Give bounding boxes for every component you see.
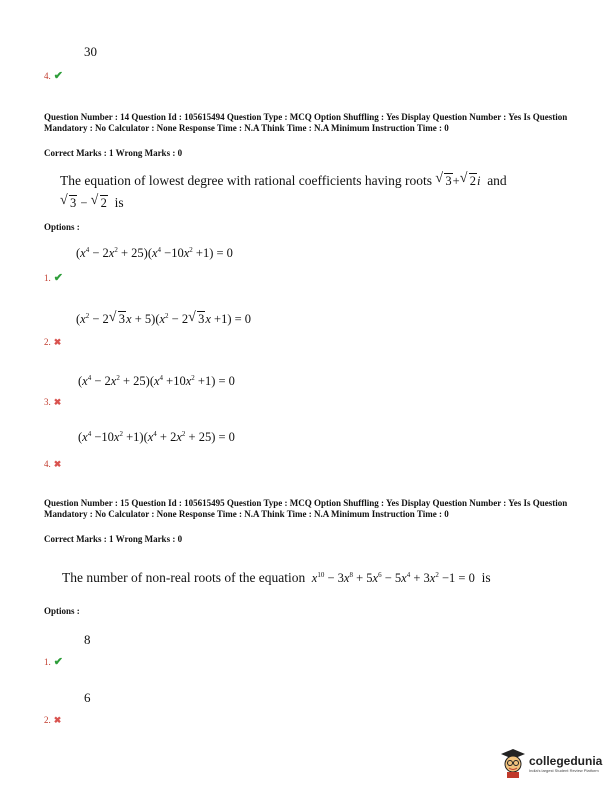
option-number: 4. xyxy=(44,459,51,469)
graduate-mascot-icon xyxy=(500,748,526,778)
q14-option-3-equation: $(x^4 - 2x^2 + 25)(x^4 +10x^2 +1) = 0$ xyxy=(78,374,235,388)
q14-options-label: Options : xyxy=(44,222,80,232)
q14-question-text xyxy=(60,170,560,214)
q14-option-1-equation: $(x^4 - 2x^2 + 25)(x^4 -10x^2 +1) = 0$ xyxy=(76,246,233,260)
q15-meta: Question Number : 15 Question Id : 105615495 Question Type : MCQ Option Shuffling : Yes Display Question Number : Yes Is Question Mandatory : No Calculator : None Response Time : N.A Think Time : N.A Minimum Instruction Time : 0 xyxy=(44,498,568,519)
q15-equation: $x^{10} - 3x^8 + 5x^6 - 5x^4 + 3x^2 -1 = 0$ xyxy=(311,571,475,585)
q14-text-and: and xyxy=(487,173,507,188)
q15-text: The number of non-real roots of the equation xyxy=(62,570,306,585)
q15-option-1-value: 8 xyxy=(84,632,91,647)
check-icon: ✔ xyxy=(53,272,63,284)
q15-text-is: is xyxy=(481,570,491,585)
check-icon: ✔ xyxy=(53,656,63,668)
option-number: 2. xyxy=(44,715,51,725)
q14-marks: Correct Marks : 1 Wrong Marks : 0 xyxy=(44,148,183,158)
option-number: 2. xyxy=(44,337,51,347)
q15-option-2-value: 6 xyxy=(84,690,91,705)
prev-option-4-number xyxy=(44,66,63,84)
q14-root2: √ 3 − √ 2 xyxy=(60,196,108,210)
prev-option-4-value: 30 xyxy=(84,44,97,59)
q14-text-part1: The equation of lowest degree with rational coefficients having roots xyxy=(60,173,433,188)
q15-question-text xyxy=(62,564,562,589)
q14-meta: Question Number : 14 Question Id : 105615494 Question Type : MCQ Option Shuffling : Yes Display Question Number : Yes Is Question Mandatory : No Calculator : None Response Time : N.A Think Time : N.A Minimum Instruction Time : 0 xyxy=(44,112,568,133)
option-number: 4. xyxy=(44,71,51,81)
q14-option-2-equation: ($x^2 - 2√$ $3x + 5)(x^2 - 2√$ 3x +1) = 0 xyxy=(76,312,251,327)
collegedunia-logo xyxy=(500,748,602,778)
q14-option-4[interactable] xyxy=(44,454,61,472)
option-number: 1. xyxy=(44,657,51,667)
q14-option-4-equation: $(x^4 -10x^2 +1)(x^4 + 2x^2 + 25) = 0$ xyxy=(78,430,235,444)
cross-icon: ✖ xyxy=(53,337,62,347)
q14-option-1[interactable] xyxy=(44,268,63,286)
q15-marks: Correct Marks : 1 Wrong Marks : 0 xyxy=(44,534,183,544)
brand-name: collegedunia xyxy=(529,753,603,768)
q15-option-2[interactable] xyxy=(44,710,61,728)
check-icon: ✔ xyxy=(53,70,63,82)
q15-options-label: Options : xyxy=(44,606,80,616)
option-number: 3. xyxy=(44,397,51,407)
cross-icon: ✖ xyxy=(53,459,62,469)
q15-option-1[interactable] xyxy=(44,652,63,670)
option-number: 1. xyxy=(44,273,51,283)
q14-text-is: is xyxy=(114,195,124,210)
q14-root1: √ 3+√ 2i xyxy=(435,174,480,188)
cross-icon: ✖ xyxy=(53,397,62,407)
q14-option-3[interactable] xyxy=(44,392,61,410)
cross-icon: ✖ xyxy=(53,715,62,725)
brand-tagline: India's largest Student Review Platform xyxy=(529,767,599,773)
q14-option-2[interactable] xyxy=(44,332,61,350)
